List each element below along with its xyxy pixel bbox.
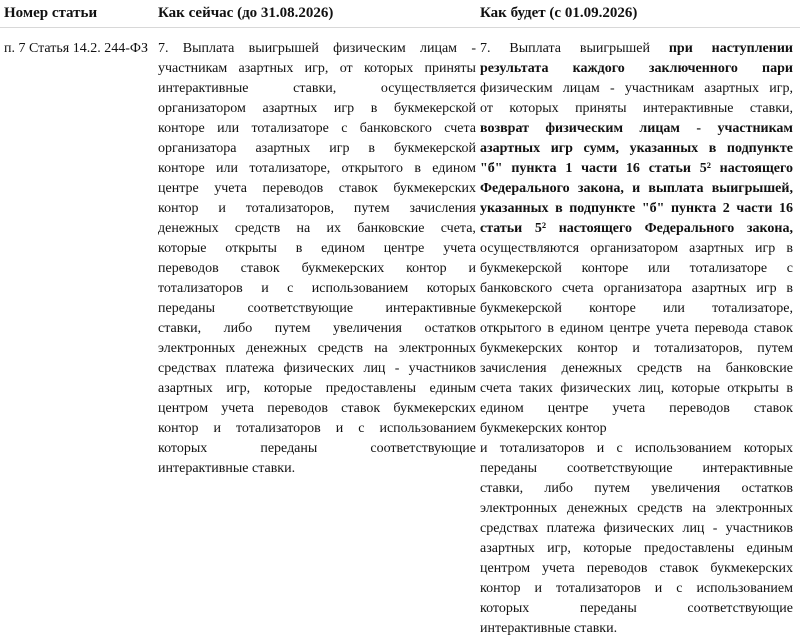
text-line: Федерального закона, и выплата выигрышей, — [480, 181, 793, 196]
text-line: организатором азартных игр в букмекерской — [158, 101, 476, 116]
text-line: азартных игр сумм, указанных в подпункте — [480, 141, 793, 156]
text-line: от которых приняты интерактивные ставки, — [480, 101, 793, 116]
text-line: переданы соответствующие интерактивные — [158, 301, 476, 316]
text-line: центром учета переводов ставок букмекерских — [480, 561, 793, 576]
text-line: азартных игр, которые предоставлены единым — [158, 381, 476, 396]
text-line: электронных денежных средств на электронных — [158, 341, 476, 356]
text-line: 7. Выплата выигрышей физическим лицам - — [158, 41, 476, 56]
text-line: контор и тотализаторов, путем зачисления — [158, 201, 476, 216]
text-line: 7. Выплата выигрышей при наступлении — [480, 41, 793, 56]
text-line: интерактивные ставки. — [480, 621, 618, 636]
text-line: ставки, либо путем увеличения остатков — [158, 321, 476, 336]
text-line: которые открыты в едином центре учета — [158, 241, 476, 256]
text-line: конторе или тотализаторе с банковского счета — [158, 121, 476, 136]
text-line: конторе или тотализаторе, открытого в едином — [158, 161, 476, 176]
text-line: переводов ставок букмекерских контор и — [158, 261, 476, 276]
text-line: "б" пункта 1 части 16 статьи 5² настоящего — [480, 161, 793, 176]
header-article-number: Номер статьи — [4, 5, 98, 21]
text-line: денежных средств на их банковские счета, — [158, 221, 476, 236]
text-line: центре учета переводов ставок букмекерских — [158, 181, 476, 196]
text-line: указанных в подпункте "б" пункта 2 части 16 — [480, 201, 793, 216]
text-line: организатора азартных игр в букмекерской — [158, 141, 476, 156]
text-line: статьи 5² настоящего Федерального закона, — [480, 221, 793, 236]
text-line: результата каждого заключенного пари — [480, 61, 793, 76]
text-line: участникам азартных игр, от которых приняты — [158, 61, 476, 76]
text-line: которых переданы соответствующие — [480, 601, 793, 616]
text-line: букмекерских контор и тотализаторов, путем — [480, 341, 793, 356]
header-future-version: Как будет (с 01.09.2026) — [480, 5, 638, 21]
text-line: букмекерской конторе или тотализаторе с — [480, 261, 793, 276]
article-reference: п. 7 Статья 14.2. 244-ФЗ — [4, 41, 148, 56]
text-line: средствах платежа физических лиц - участников — [158, 361, 476, 376]
text-line: интерактивные ставки, осуществляется — [158, 81, 476, 96]
text-line: букмекерских контор — [480, 421, 607, 436]
text-line: едином центре учета переводов ставок — [480, 401, 793, 416]
text-line: которых переданы соответствующие — [158, 441, 476, 456]
current-text-column — [158, 39, 476, 479]
future-text-column — [480, 39, 793, 639]
text-line: ставки, либо путем увеличения остатков — [480, 481, 793, 496]
text-line: физическим лицам - участникам азартных игр, — [480, 81, 793, 96]
text-line: средствах платежа физических лиц - участников — [480, 521, 793, 536]
text-line: возврат физическим лицам - участникам — [480, 121, 793, 136]
text-line: тотализаторов и с использованием которых — [158, 281, 476, 296]
header-current-version: Как сейчас (до 31.08.2026) — [158, 5, 334, 21]
text-line: контор и тотализаторов и с использованием — [158, 421, 476, 436]
text-line: электронных денежных средств на электронных — [480, 501, 793, 516]
text-line: банковского счета организатора азартных игр в — [480, 281, 793, 296]
text-line: центром учета переводов ставок букмекерских — [158, 401, 476, 416]
text-line: зачисления денежных средств на банковские — [480, 361, 793, 376]
text-line: открытого в едином центре учета перевода ставок — [480, 321, 793, 336]
text-line: контор и тотализаторов и с использованием — [480, 581, 793, 596]
header-divider — [0, 27, 800, 28]
text-line: азартных игр, которые предоставлены единым — [480, 541, 793, 556]
text-line: интерактивные ставки. — [158, 461, 296, 476]
text-line: счета таких физических лиц, которые открыты в — [480, 381, 793, 396]
text-line: и тотализаторов и с использованием которых — [480, 441, 793, 456]
text-line: букмекерской конторе или тотализаторе, — [480, 301, 793, 316]
text-line: переданы соответствующие интерактивные — [480, 461, 793, 476]
text-line: осуществляются организатором азартных игр в — [480, 241, 793, 256]
